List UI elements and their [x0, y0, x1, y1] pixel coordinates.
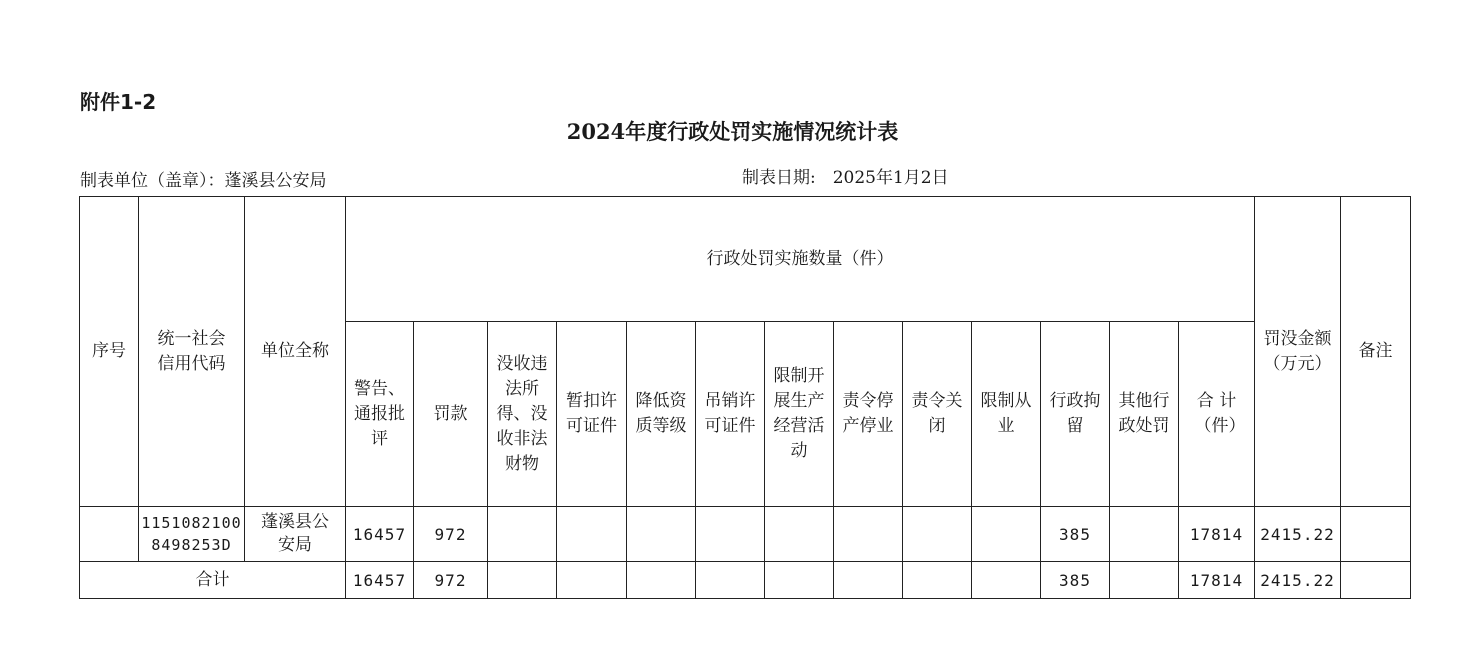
- total-count-12: 17814: [1179, 562, 1255, 599]
- header-credit-code: 统一社会信用代码: [139, 197, 245, 507]
- subheader-1: 罚款: [414, 322, 488, 507]
- header-seq: 序号: [80, 197, 139, 507]
- total-count-11: [1110, 562, 1179, 599]
- total-count-1: 972: [414, 562, 488, 599]
- header-remark: 备注: [1341, 197, 1411, 507]
- subheader-11: 其他行政处罚: [1110, 322, 1179, 507]
- statistics-table: [79, 196, 1411, 599]
- subheader-0: 警告、通报批评: [346, 322, 414, 507]
- row-count-3: [557, 507, 627, 562]
- subheader-9: 限制从业: [972, 322, 1041, 507]
- row-count-9: [972, 507, 1041, 562]
- total-count-5: [696, 562, 765, 599]
- row-count-6: [765, 507, 834, 562]
- subheader-6: 限制开展生产经营活动: [765, 322, 834, 507]
- total-count-0: 16457: [346, 562, 414, 599]
- cell-seq: [80, 507, 139, 562]
- total-count-4: [627, 562, 696, 599]
- subheader-7: 责令停产停业: [834, 322, 903, 507]
- row-count-12: 17814: [1179, 507, 1255, 562]
- row-count-2: [488, 507, 557, 562]
- subheader-8: 责令关闭: [903, 322, 972, 507]
- row-count-8: [903, 507, 972, 562]
- cell-unit-name: 蓬溪县公安局: [245, 507, 346, 562]
- subheader-4: 降低资质等级: [627, 322, 696, 507]
- document-title: 2024年度行政处罚实施情况统计表: [566, 119, 899, 144]
- total-fine-amount: 2415.22: [1255, 562, 1341, 599]
- header-unit-name: 单位全称: [245, 197, 346, 507]
- header-fine-amount: 罚没金额（万元）: [1255, 197, 1341, 507]
- subheader-10: 行政拘留: [1041, 322, 1110, 507]
- row-count-4: [627, 507, 696, 562]
- row-fine-amount: 2415.22: [1255, 507, 1341, 562]
- subheader-5: 吊销许可证件: [696, 322, 765, 507]
- subheader-3: 暂扣许可证件: [557, 322, 627, 507]
- total-label: 合计: [80, 562, 346, 599]
- subheader-2: 没收违法所得、没收非法财物: [488, 322, 557, 507]
- issue-date: 制表日期: 2025年1月2日: [742, 168, 949, 188]
- issuing-unit: 制表单位（盖章）：蓬溪县公安局: [80, 171, 327, 191]
- total-count-7: [834, 562, 903, 599]
- header-penalty-count-group: 行政处罚实施数量（件）: [346, 197, 1255, 322]
- row-count-1: 972: [414, 507, 488, 562]
- total-count-3: [557, 562, 627, 599]
- total-remark: [1341, 562, 1411, 599]
- row-count-7: [834, 507, 903, 562]
- row-count-0: 16457: [346, 507, 414, 562]
- total-count-8: [903, 562, 972, 599]
- row-count-5: [696, 507, 765, 562]
- total-count-9: [972, 562, 1041, 599]
- row-remark: [1341, 507, 1411, 562]
- total-count-2: [488, 562, 557, 599]
- row-count-11: [1110, 507, 1179, 562]
- cell-credit-code: 11510821008498253D: [139, 507, 245, 562]
- total-count-10: 385: [1041, 562, 1110, 599]
- attachment-label: 附件1-2: [80, 90, 157, 114]
- row-count-10: 385: [1041, 507, 1110, 562]
- total-count-6: [765, 562, 834, 599]
- subheader-12: 合 计（件）: [1179, 322, 1255, 507]
